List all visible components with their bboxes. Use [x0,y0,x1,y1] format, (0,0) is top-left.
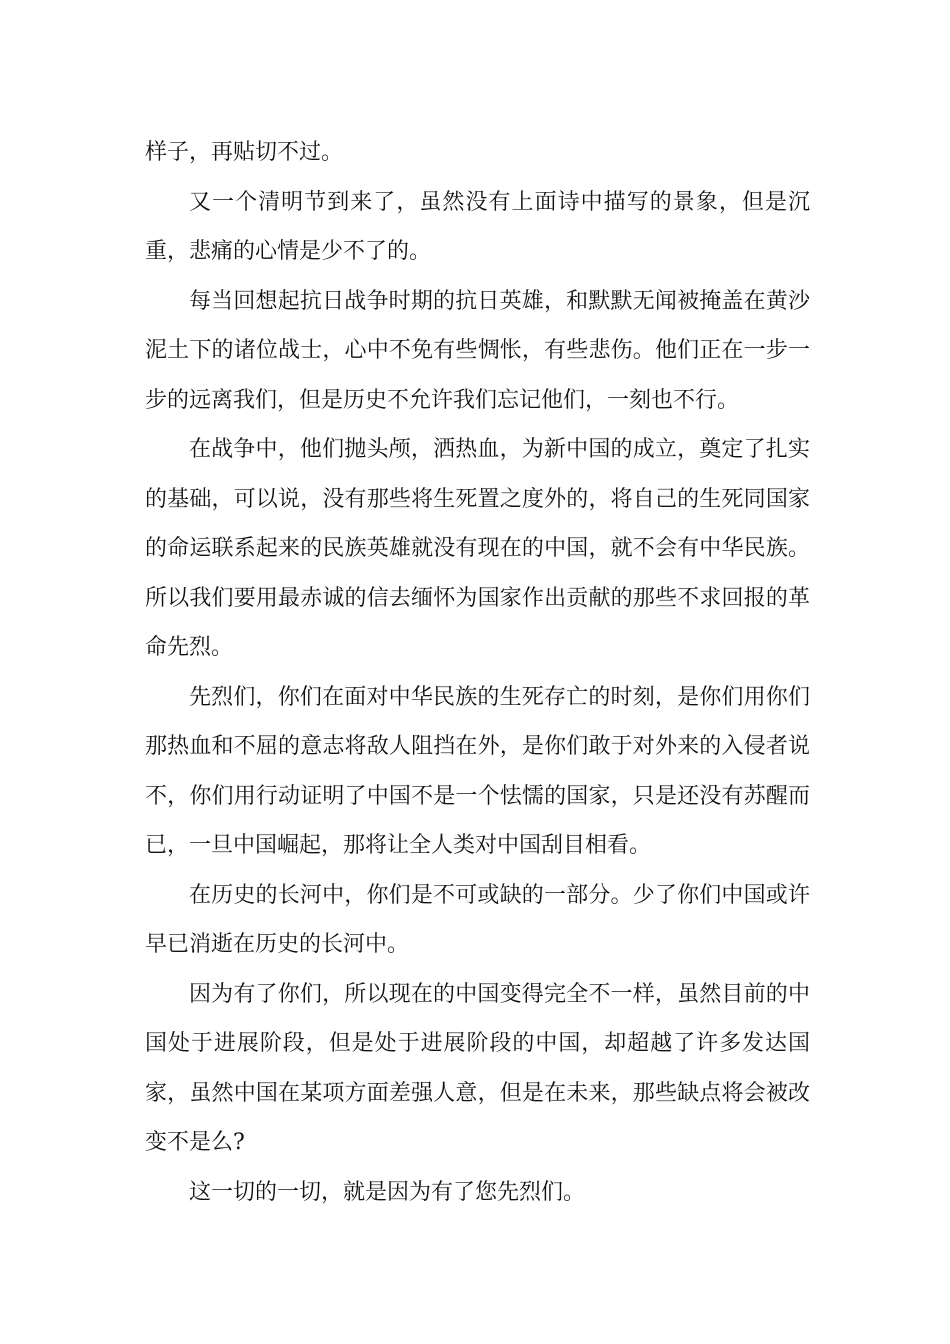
paragraph: 这一切的一切，就是因为有了您先烈们。 [189,1179,586,1205]
paragraph: 在历史的长河中，你们是不可或缺的一部分。少了你们中国或许早已消逝在历史的长河中。 [145,882,810,957]
paragraph: 先烈们，你们在面对中华民族的生死存亡的时刻，是你们用你们那热血和不屈的意志将敌人阻挡在外，是你们敢于对外来的入侵者说不，你们用行动证明了中国不是一个怯懦的国家，只是还没有苏醒而已，一旦中国崛起，那将让全人类对中国刮目相看。 [145,684,810,858]
paragraph: 又一个清明节到来了，虽然没有上面诗中描写的景象，但是沉重，悲痛的心情是少不了的。 [145,189,810,264]
paragraph: 在战争中，他们抛头颅，洒热血，为新中国的成立，奠定了扎实的基础，可以说，没有那些将生死置之度外的，将自己的生死同国家的命运联系起来的民族英雄就没有现在的中国，就不会有中华民族。所以我们要用最赤诚的信去缅怀为国家作出贡献的那些不求回报的革命先烈。 [145,437,810,660]
document-body [145,128,810,1217]
paragraph: 因为有了你们，所以现在的中国变得完全不一样，虽然目前的中国处于进展阶段，但是处于进展阶段的中国，却超越了许多发达国家，虽然中国在某项方面差强人意，但是在未来，那些缺点将会被改变不是么? [145,981,810,1155]
paragraph-continuation: 样子，再贴切不过。 [145,140,344,165]
paragraph: 每当回想起抗日战争时期的抗日英雄，和默默无闻被掩盖在黄沙泥土下的诸位战士，心中不免有些惆怅，有些悲伤。他们正在一步一步的远离我们，但是历史不允许我们忘记他们，一刻也不行。 [145,288,810,413]
